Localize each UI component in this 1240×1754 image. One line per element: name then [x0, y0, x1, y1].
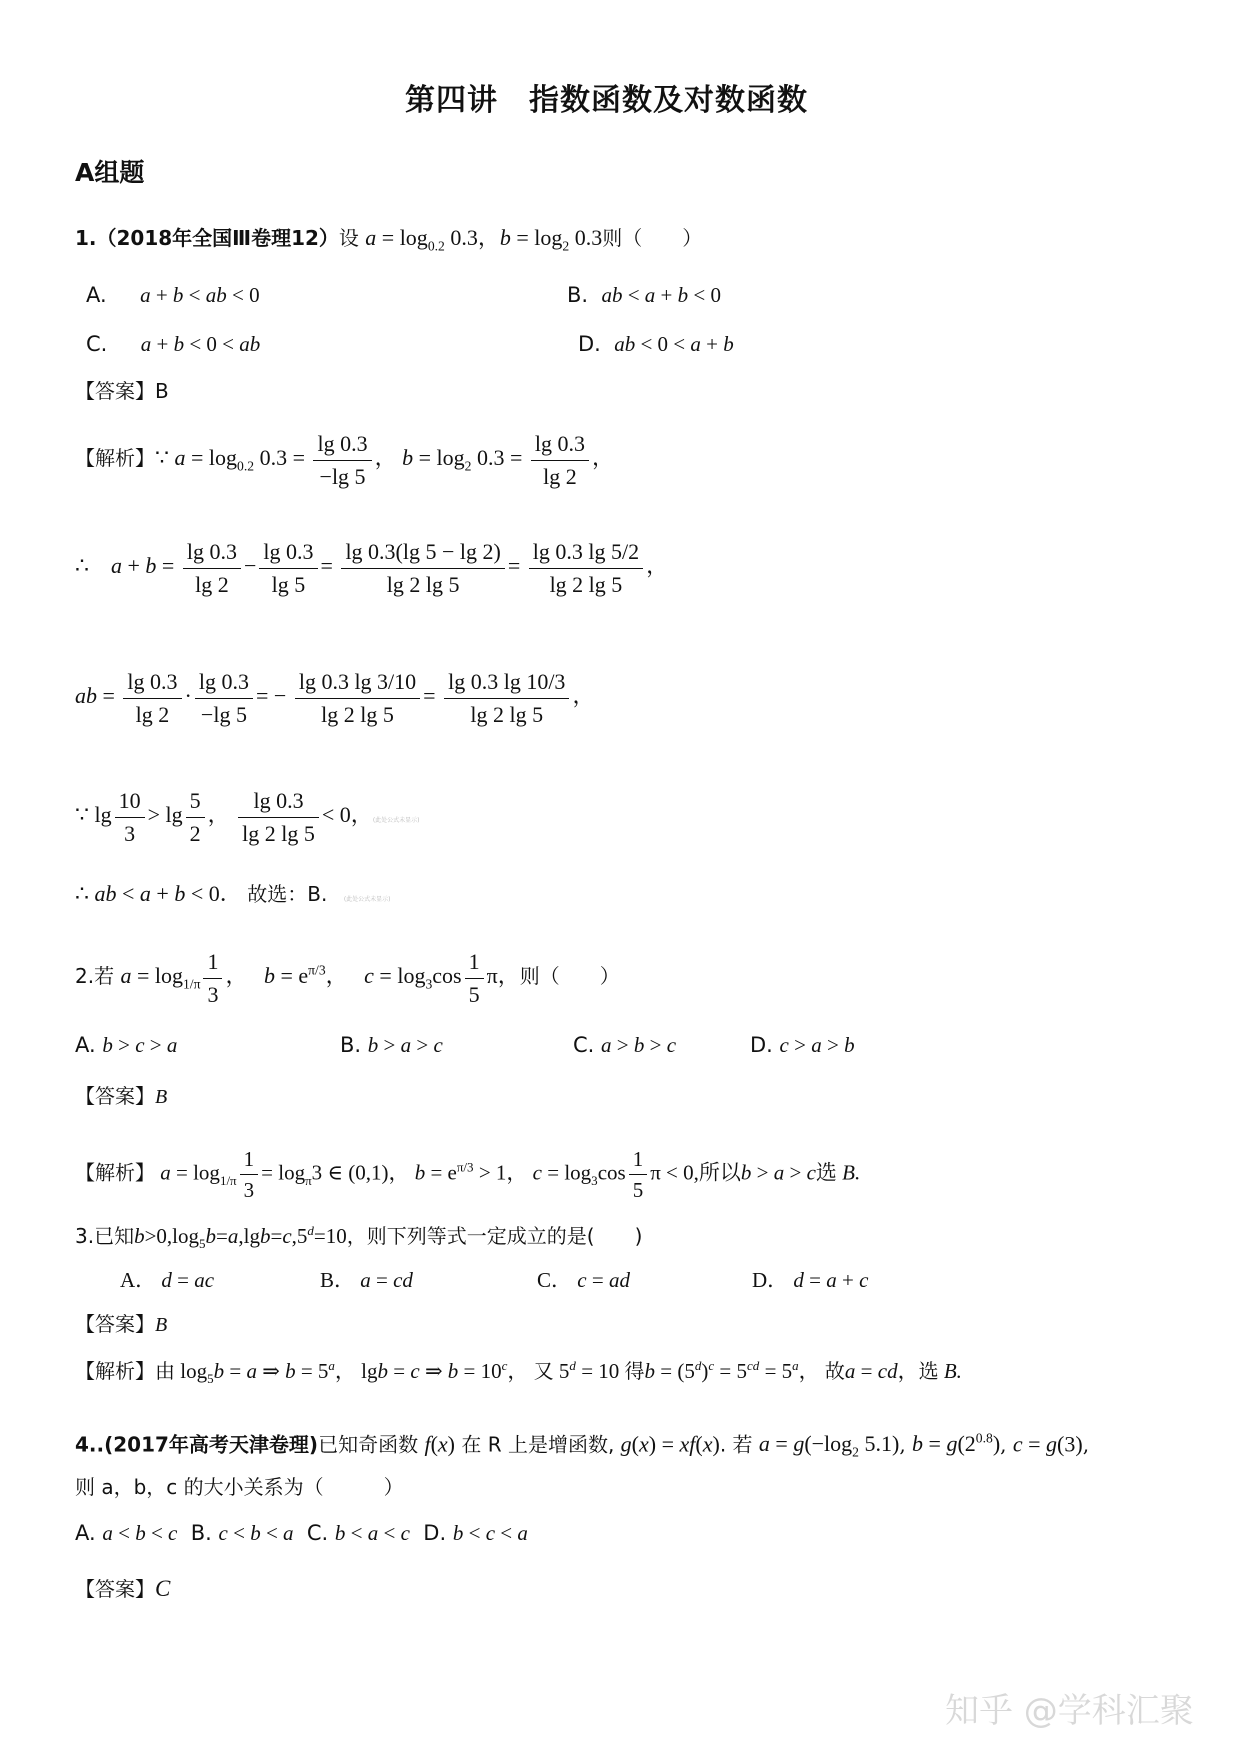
- q3-option-d: D． d = a + c: [752, 1268, 869, 1292]
- q2-option-a: A. b > c > a: [75, 1033, 178, 1057]
- q1-option-a: A. a + b < ab < 0: [86, 283, 260, 307]
- q3-answer: 【答案】B: [75, 1312, 168, 1336]
- q3-option-b: B． a = cd: [320, 1268, 413, 1292]
- q3-analysis: 【解析】由 $\log_5b = a$ ⇒ $b = 5^a$， lgb = c ⇒ $b = 10^c$， 又 $5^d = 10$ 得$b = (5^d)^c = 5^{cd} = 5^a$， 故a = cd，选 B.: [75, 1358, 962, 1387]
- section-heading: A组题: [75, 158, 145, 187]
- question-4: 4..(2017年高考天津卷理)已知奇函数 f(x) 在 R 上是增函数, g(x) = xf(x). 若 $a = g(-\log_2$ 5.1), $b = g(2^{0.8})$, c = g(3),: [75, 1431, 1090, 1460]
- q4-option-d-label: D.: [423, 1521, 447, 1545]
- q4-options: A. a < b < c B. c < b < a C. b < a < c D. b < c < a: [75, 1521, 528, 1545]
- q2-option-c: C. a > b > c: [573, 1033, 677, 1057]
- watermark-text: 知乎 @学科汇聚: [945, 1691, 1194, 1731]
- q4-option-c-label: C.: [306, 1521, 329, 1545]
- q1-answer: 【答案】B: [75, 379, 169, 403]
- q4-option-a-label: A.: [75, 1521, 96, 1545]
- q1-conclusion: ∴ ab < a + b < 0． 故选：B. (此处公式未显示): [75, 881, 391, 906]
- question-4-line2: 则 a，b，c 的大小关系为（ ）: [75, 1475, 404, 1499]
- q2-answer: 【答案】B: [75, 1084, 168, 1108]
- q4-answer: 【答案】C: [75, 1576, 171, 1601]
- q2-analysis: 【解析】 $a = \log_{1/\pi}$ $\frac{1}{3}$ = $\log_\pi 3$ ∈ (0,1)， $b = e^{\pi/3} > 1$， $c = \log_3\cos$ $\frac{1}{5}$ π < 0,所以b > a > c选 B.: [75, 1147, 861, 1203]
- q4-option-b-label: B.: [190, 1521, 212, 1545]
- q3-option-a: A． d = ac: [120, 1268, 215, 1292]
- page-title: 第四讲 指数函数及对数函数: [405, 83, 808, 118]
- q1-analysis-line2: ∴ a + b = $\frac{\lg 0.3}{\lg 2}$ − $\frac{\lg 0.3}{\lg 5}$ = $\frac{\lg 0.3(\lg 5 - \lg 2)}{\lg 2 \lg 5}$ = $\frac{\lg 0.3 \lg 5/2}{\lg 2 \lg 5}$ ，: [75, 539, 669, 597]
- q1-analysis-line4: ∵ lg $\frac{10}{3}$ > lg $\frac{5}{2}$ ， $\frac{\lg 0.3}{\lg 2 \lg 5}$ < 0，(此处公式未显示): [75, 788, 420, 846]
- q1-option-d: D. ab < 0 < a + b: [578, 332, 734, 356]
- q1-option-b: B. ab < a + b < 0: [567, 283, 721, 307]
- question-2: 2.若 $a = \log_{1/\pi}$ $\frac{1}{3}$ ， $b = e^{\pi/3}$， $c = \log_3\cos$ $\frac{1}{5}$ π，则（ ）: [75, 949, 620, 1007]
- q1-analysis-line1: 【解析】∵ $a = \log_{0.2} 0.3$ = $\frac{\lg 0.3}{-\lg 5}$ ， $b = \log_2 0.3$ = $\frac{\lg 0.3}{\lg 2}$ ，: [75, 431, 615, 489]
- q3-option-c: C． c = ad: [537, 1268, 630, 1292]
- question-3: 3.已知$b>0,\log_5b=a,\lg b=c,5^d=10$，则下列等式一定成立的是( ): [75, 1223, 643, 1252]
- q2-option-b: B. b > a > c: [340, 1033, 443, 1057]
- q2-option-d: D. c > a > b: [750, 1033, 855, 1057]
- question-1: 1.（2018年全国Ⅲ卷理12）设 $a = \log_{0.2} 0.3$，$b = \log_2 0.3$则（ ）: [75, 225, 703, 254]
- q1-option-c: C. a + b < 0 < ab: [86, 332, 261, 356]
- q1-analysis-line3: ab = $\frac{\lg 0.3}{\lg 2}$ · $\frac{\lg 0.3}{-\lg 5}$ = − $\frac{\lg 0.3 \lg 3/10}{\lg 2 \lg 5}$ = $\frac{\lg 0.3 \lg 10/3}{\lg 2 \lg 5}$ ，: [75, 669, 595, 727]
